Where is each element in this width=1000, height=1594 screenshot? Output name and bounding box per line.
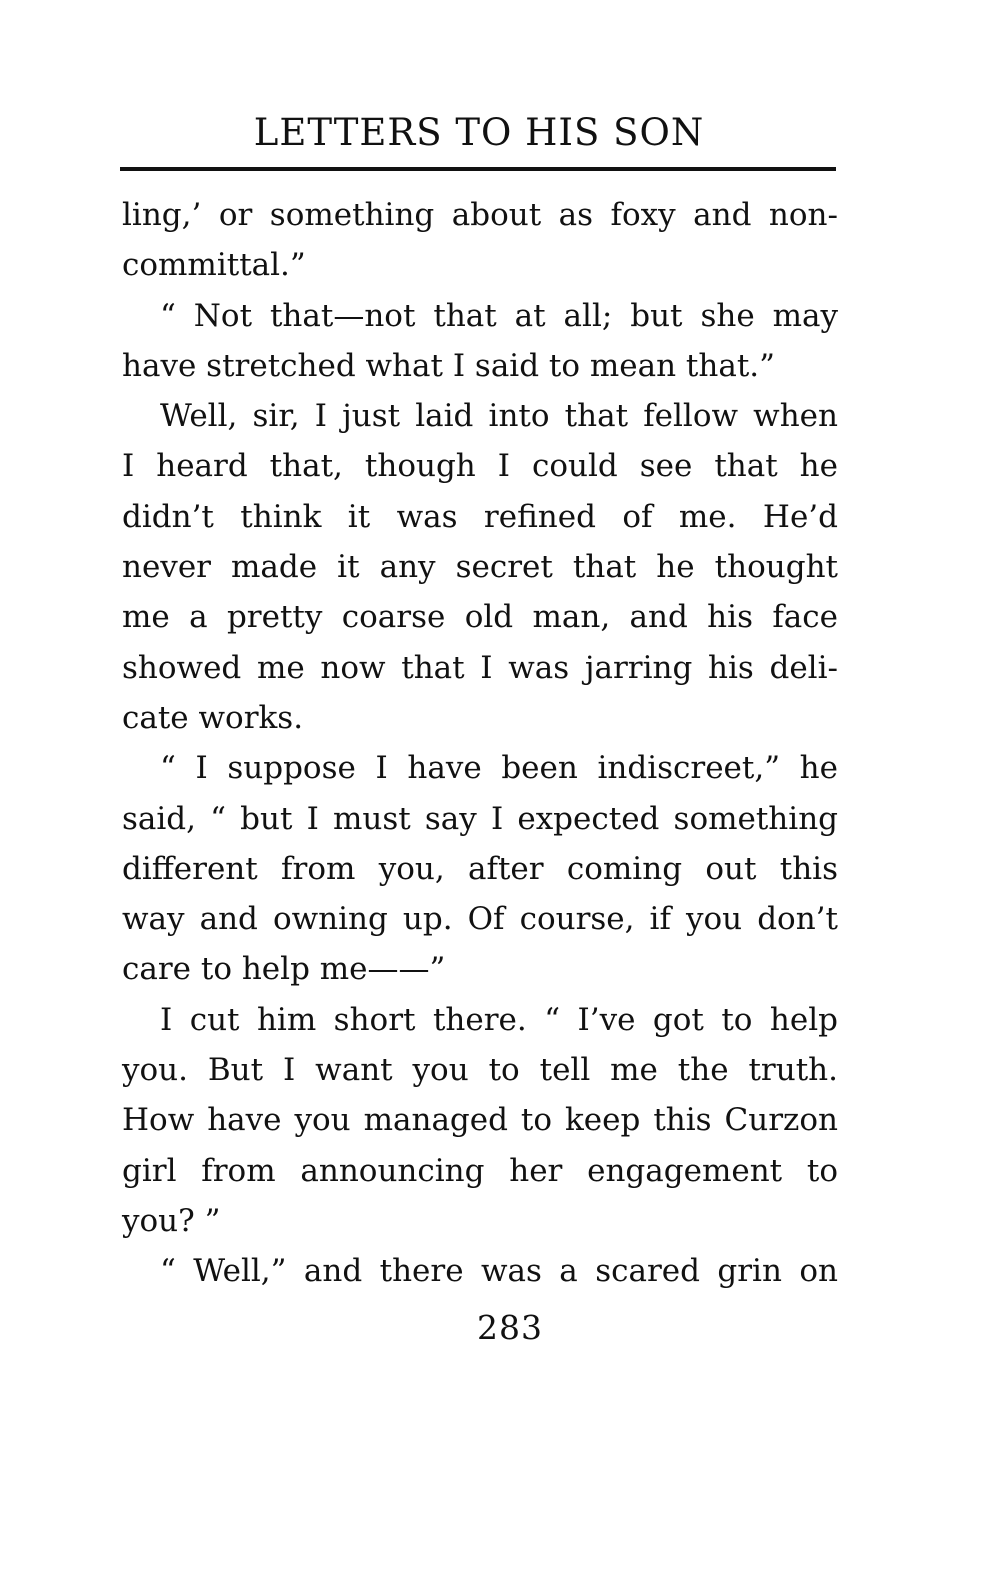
text-line: I heard that, though I could see that he: [122, 448, 838, 485]
text-line: have stretched what I said to mean that.”: [122, 347, 775, 384]
text-line: care to help me——”: [122, 951, 446, 988]
text-line: “ Not that—not that at all; but she may: [160, 297, 838, 334]
text-line: committal.”: [122, 247, 306, 284]
text-line: different from you, after coming out this: [122, 850, 838, 887]
header-rule: [120, 167, 836, 171]
body-text: [122, 190, 838, 1297]
text-line: never made it any secret that he thought: [122, 549, 838, 586]
text-line: ling,’ or something about as foxy and non-: [122, 197, 838, 233]
text-line: didn’t think it was refined of me. He’d: [122, 498, 838, 535]
text-line: “ Well,” and there was a scared grin on: [160, 1253, 838, 1290]
text-line: me a pretty coarse old man, and his face: [122, 599, 838, 636]
text-line: way and owning up. Of course, if you don’t: [122, 901, 838, 938]
text-line: Well, sir, I just laid into that fellow when: [160, 398, 838, 435]
text-line: you. But I want you to tell me the truth.: [122, 1052, 838, 1089]
page-number: 283: [477, 1308, 543, 1347]
text-line: said, “ but I must say I expected something: [122, 800, 838, 837]
running-title: LETTERS TO HIS SON: [253, 111, 705, 154]
text-line: cate works.: [122, 699, 304, 736]
text-line: I cut him short there. “ I’ve got to help: [160, 1001, 838, 1038]
text-line: girl from announcing her engagement to: [122, 1152, 838, 1189]
text-line: you? ”: [122, 1202, 221, 1239]
text-line: How have you managed to keep this Curzon: [122, 1102, 838, 1139]
text-line: showed me now that I was jarring his deli-: [122, 649, 838, 686]
text-line: “ I suppose I have been indiscreet,” he: [160, 750, 838, 787]
